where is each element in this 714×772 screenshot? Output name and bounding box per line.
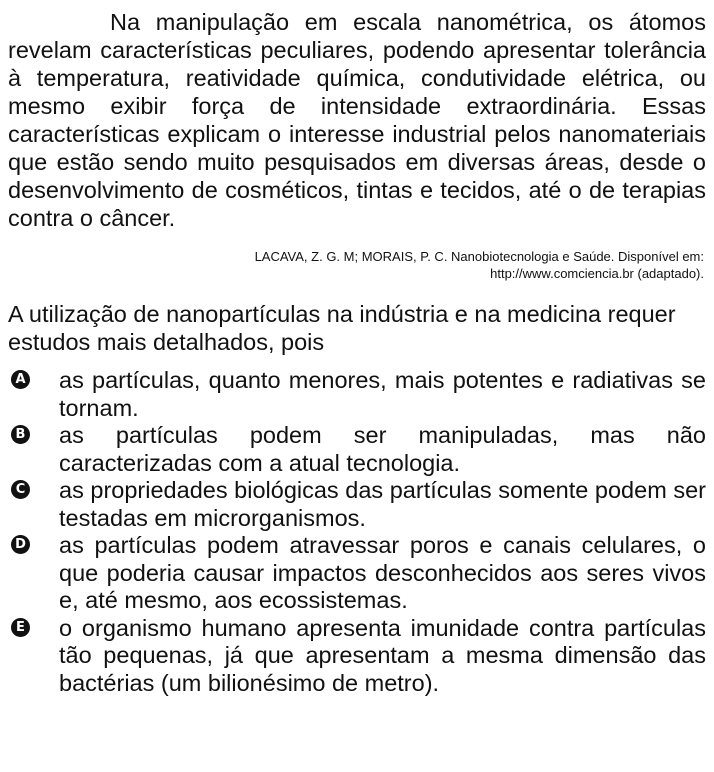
source-citation: [8, 248, 706, 282]
option-b[interactable]: [8, 422, 706, 477]
option-b-text: as partículas podem ser manipuladas, mas não caracterizadas com a atual tecnologia.: [59, 422, 706, 476]
source-line-1: LACAVA, Z. G. M; MORAIS, P. C. Nanobiotecnologia e Saúde. Disponível em:: [254, 249, 704, 264]
option-e-letter-badge: E: [11, 618, 30, 637]
option-c[interactable]: [8, 477, 706, 532]
option-d[interactable]: [8, 532, 706, 615]
option-d-letter-badge: D: [11, 535, 30, 554]
passage-text: Na manipulação em escala nanométrica, os átomos revelam características peculiares, podendo apresentar tolerância à temperatura, reatividade química, condutividade elétrica, ou mesmo exibir força de intensidade extraordinária. Essas características explicam o interesse industrial pelos nanomateriais que estão sendo muito pesquisados em diversas áreas, desde o desenvolvimento de cosméticos, tintas e tecidos, até o de terapias contra o câncer.: [8, 9, 706, 231]
question-stem: A utilização de nanopartículas na indústria e na medicina requer estudos mais detalhados, pois: [8, 301, 676, 355]
option-a-letter-badge: A: [11, 370, 30, 389]
answer-options: [8, 367, 706, 697]
option-b-letter-badge: B: [11, 425, 30, 444]
option-e-text: o organismo humano apresenta imunidade contra partículas tão pequenas, já que apresentam a mesma dimensão das bactérias (um bilionésimo de metro).: [59, 614, 706, 696]
option-a-text: as partículas, quanto menores, mais potentes e radiativas se tornam.: [59, 367, 706, 421]
option-c-text: as propriedades biológicas das partículas somente podem ser testadas em microrganismos.: [59, 477, 706, 531]
option-d-text: as partículas podem atravessar poros e canais celulares, o que poderia causar impactos desconhecidos aos seres vivos e, até mesmo, aos ecossistemas.: [59, 532, 706, 613]
option-e[interactable]: [8, 615, 706, 698]
option-c-letter-badge: C: [11, 480, 30, 499]
source-line-2: http://www.comciencia.br (adaptado).: [490, 266, 704, 281]
option-a[interactable]: [8, 367, 706, 422]
